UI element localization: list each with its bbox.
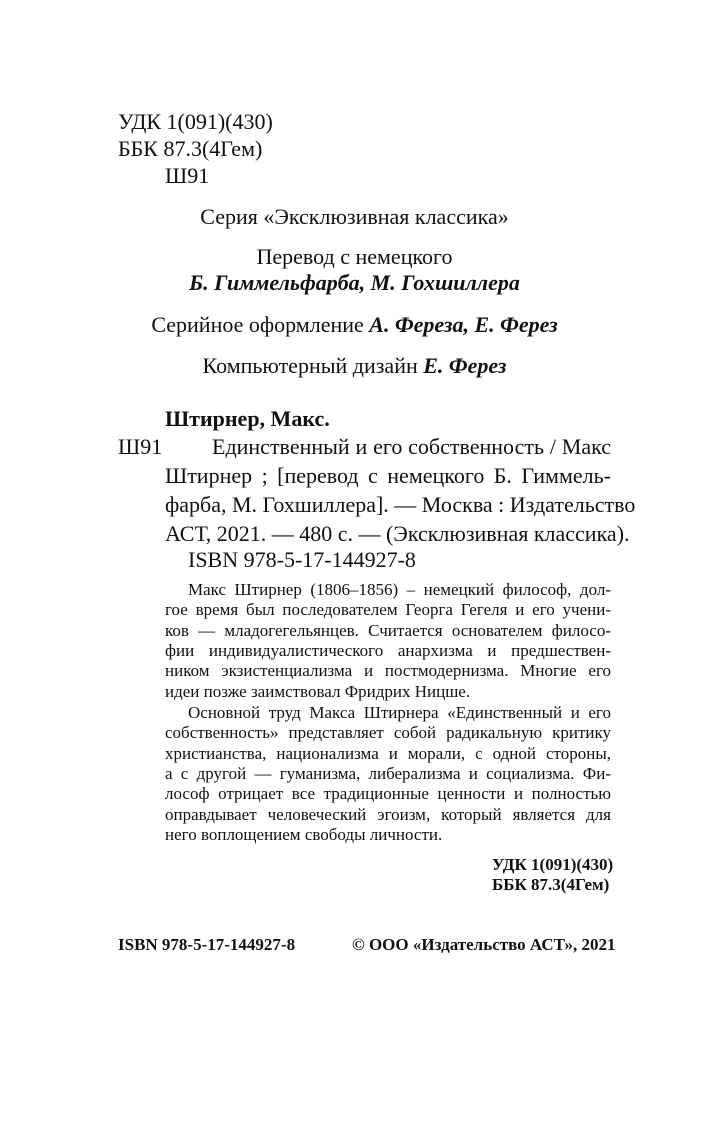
annotation-line: ником экзистенциализма и постмодернизма. Многие его: [165, 661, 611, 680]
catalog-line: фарба, М. Гохшиллера]. — Москва : Издательство: [165, 492, 636, 517]
computer-design-label: Компьютерный дизайн: [202, 353, 424, 378]
annotation-line: идеи позже заимствовал Фридрих Ницше.: [165, 682, 471, 701]
annotation-line: гое время был последователем Георга Гегеля и его учени-: [165, 600, 611, 619]
computer-designer: Е. Ферез: [423, 353, 507, 378]
catalog-line: АСТ, 2021. — 480 с. — (Эксклюзивная классика).: [165, 521, 630, 546]
catalog-line: Штирнер ; [перевод с немецкого Б. Гиммель-: [165, 463, 611, 488]
annotation-line: Основной труд Макса Штирнера «Единственный и его: [188, 703, 611, 722]
annotation-line: лософ отрицает все традиционные ценности и полностью: [165, 784, 611, 803]
series-design-label: Серийное оформление: [151, 312, 370, 337]
annotation-line: него воплощением свободы личности.: [165, 825, 443, 844]
annotation-line: собственность» представляет собой радикальную критику: [165, 723, 611, 742]
footer-isbn: ISBN 978-5-17-144927-8: [118, 935, 296, 954]
udk-code: УДК 1(091)(430): [118, 109, 273, 134]
footer-copyright: © ООО «Издательство АСТ», 2021: [352, 935, 616, 954]
series-title: Серия «Эксклюзивная классика»: [200, 204, 509, 229]
footer-udk: УДК 1(091)(430): [492, 855, 614, 874]
translators: Б. Гиммельфарба, М. Гохшиллера: [189, 270, 520, 295]
annotation-line: христианства, национализма и морали, с одной стороны,: [165, 744, 611, 763]
series-design-credit: [0, 312, 709, 338]
catalog-mark: Ш91: [118, 434, 163, 459]
annotation-line: оправдывает человеческий эгоизм, который является для: [165, 805, 611, 824]
annotation-line: Макс Штирнер (1806–1856) – немецкий философ, дол-: [188, 580, 611, 599]
footer-bbk: ББК 87.3(4Гем): [492, 875, 610, 894]
author-heading: Штирнер, Макс.: [165, 406, 330, 431]
author-mark: Ш91: [165, 163, 210, 188]
annotation-line: фии индивидуалистического анархизма и предшествен-: [165, 641, 611, 660]
catalog-isbn: ISBN 978-5-17-144927-8: [188, 547, 416, 572]
translation-label: Перевод с немецкого: [256, 244, 453, 269]
series-designers: А. Фереза, Е. Ферез: [369, 312, 558, 337]
annotation-line: а с другой — гуманизма, либерализма и социализма. Фи-: [165, 764, 611, 783]
annotation-line: ков — младогегельянцев. Считается основателем филосо-: [165, 621, 611, 640]
bbk-code: ББК 87.3(4Гем): [118, 136, 263, 161]
computer-design-credit: [0, 353, 709, 379]
catalog-line: Единственный и его собственность / Макс: [212, 434, 611, 459]
